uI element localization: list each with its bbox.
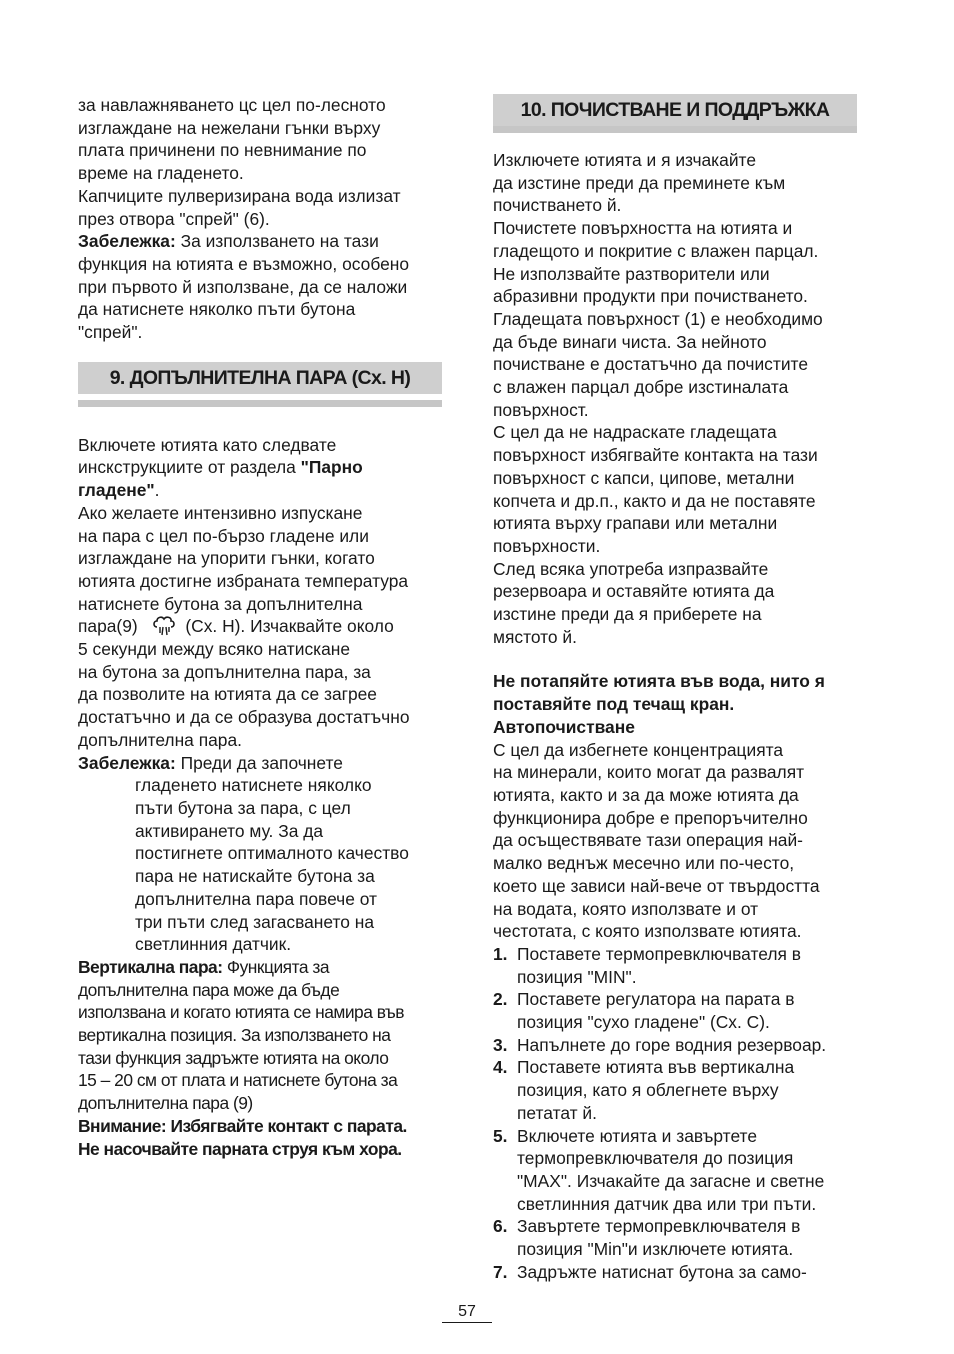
text-line: След всяка употреба изпразвайте [493, 558, 769, 579]
text-line: 15 – 20 см от плата и натиснете бутона за [78, 1070, 398, 1091]
text-line: "MAX". Изчакайте да загасне и светне [517, 1170, 825, 1191]
text-line: да позволите на ютията да се загрее [78, 684, 377, 705]
page-number-rule [442, 1322, 492, 1323]
text-line: повърхности. [493, 535, 601, 556]
text-line: допълнителна пара (9) [78, 1093, 253, 1114]
note-spray [78, 230, 450, 344]
text-line: позиция "Min"и изключете ютията. [517, 1239, 794, 1260]
text-line: на пара с цел по-бързо гладене или [78, 525, 369, 546]
text-line: на бутона за допълнителна пара, за [78, 661, 371, 682]
text-line: изглаждане на упорити гънки, когато [78, 548, 375, 569]
text-line: инскструкциите от раздела [78, 457, 301, 478]
note-steam [78, 752, 450, 956]
step-number: 2. [493, 989, 508, 1010]
water-warning [493, 670, 865, 738]
step-number: 1. [493, 943, 508, 964]
text-line: Капчиците пулверизирана вода излизат [78, 185, 401, 206]
text-line: гладещото и покритие с влажен парцал. [493, 240, 819, 261]
text-line: изглаждане на нежелани гънки върху [78, 117, 381, 138]
warning-block [78, 1115, 450, 1160]
page-number: 57 [458, 1303, 476, 1320]
text-line: тази функция задръжте ютията на около [78, 1047, 389, 1068]
text-line: Преди да започнете [175, 752, 343, 773]
step-number: 7. [493, 1261, 508, 1282]
text-line: повърхност. [493, 399, 589, 420]
note-label: Забележка: [78, 231, 176, 252]
vertical-label: Вертикална пара: [78, 956, 223, 977]
warning-line: Не насочвайте парната струя към хора. [78, 1138, 402, 1159]
section-9-heading: 9. ДОПЪЛНИТЕЛНА ПАРА (Сх. Н) [78, 362, 442, 394]
text-line: С цел да избегнете концентрацията [493, 739, 784, 760]
text-line: повърхност с капси, ципове, метални [493, 467, 795, 488]
vertical-steam [78, 956, 450, 1115]
text-line: С цел да не надраскате гладещата [493, 422, 777, 443]
text-line: Изключете ютията и я изчакайте [493, 150, 756, 170]
text-line: светлинния датчик два или три пъти. [517, 1193, 817, 1214]
warning-line: Внимание: Избягвайте контакт с парата. [78, 1115, 407, 1136]
text-line: да натиснете няколко пъти бутона [78, 299, 356, 320]
text-line: ютията достигне избраната температура [78, 570, 409, 591]
list-item [493, 988, 865, 1033]
text-line: повърхност избягвайте контакта на тази [493, 445, 818, 466]
text-line: Поставете термопревключвателя в [517, 943, 801, 964]
text-line: за навлажняването цс цел по-лесното [78, 95, 386, 115]
step-number: 5. [493, 1125, 508, 1146]
text-line: активирането му. За да [135, 820, 324, 841]
autoclean-title: Автопочистване [493, 716, 635, 737]
text-line: да бъде винаги чиста. За нейното [493, 331, 767, 352]
text-line: Завъртете термопревключвателя в [517, 1216, 801, 1237]
text-line: мястото й. [493, 626, 577, 647]
bold-ref: "Парно [300, 457, 363, 478]
text-line: резервоара и оставяйте ютията да [493, 581, 775, 602]
text-line: с влажен парцал добре изстиналата [493, 377, 789, 398]
text-line: Не използвайте разтворители или [493, 263, 770, 284]
text-line: постигнете оптималното качество [135, 843, 409, 864]
text-line: ютията върху грапави или метални [493, 513, 778, 534]
warning-line: Не потапяйте ютията във вода, нито я [493, 671, 825, 692]
right-column [493, 94, 865, 1283]
text-line: Почистете повърхността на ютията и [493, 218, 793, 239]
intro-paragraph [78, 94, 450, 230]
note-label: Забележка: [78, 752, 176, 773]
step-number: 6. [493, 1216, 508, 1237]
text-line: Напълнете до горе водния резервоар. [517, 1034, 827, 1055]
text-line: термопревключвателя до позиция [517, 1148, 794, 1169]
text-line: функционира добре е препоръчително [493, 807, 808, 828]
text-line: на водата, която използвате и от [493, 898, 759, 919]
text-line: Задръжте натиснат бутона за само- [517, 1261, 807, 1282]
text-line: да осъществявате тази операция най- [493, 830, 803, 851]
autoclean-paragraph [493, 739, 865, 943]
text-line: позиция "MIN". [517, 966, 637, 987]
text-line: Включете ютията като следвате [78, 434, 337, 455]
list-item [493, 1261, 865, 1284]
text-line: позиция, като я облегнете върху [517, 1080, 779, 1101]
text-line: Поставете ютията във вертикална [517, 1057, 795, 1078]
left-column [78, 94, 450, 1160]
text-line: копчета и др.п., както и да не поставяте [493, 490, 816, 511]
bold-ref: гладене" [78, 480, 155, 501]
text-line: малко веднъж месечно или по-често, [493, 853, 795, 874]
list-item [493, 1034, 865, 1057]
text-line: гладенето натиснете няколко [135, 775, 372, 796]
text-line: използвана и когато ютията се намира във [78, 1002, 405, 1023]
text-line: плата причинени по невнимание по [78, 140, 367, 161]
text-line: пъти бутона за пара, с цел [135, 797, 351, 818]
text-line: функция на ютията е възможно, особено [78, 253, 410, 274]
text-line: достатъчно и да се образува достатъчно [78, 707, 410, 728]
text-line: време на гладенето. [78, 163, 244, 184]
text-line: вертикална позиция. За използването на [78, 1025, 391, 1046]
text-line: на минерали, които могат да развалят [493, 762, 805, 783]
step-number: 3. [493, 1034, 508, 1055]
text-line: 5 секунди между всяко натискане [78, 639, 351, 660]
text-line: ютията, както и за да може ютията да [493, 784, 799, 805]
text-line: Функцията за [222, 956, 330, 977]
text-line: Поставете регулатора на парата в [517, 989, 795, 1010]
text-line: "спрей". [78, 322, 143, 343]
section-divider [493, 126, 857, 133]
text-line: Включете ютията и завъртете [517, 1125, 757, 1146]
text-line: през отвора "спрей" (6). [78, 208, 270, 229]
list-item [493, 1215, 865, 1260]
section-divider [78, 400, 442, 407]
text-line: почистването й. [493, 195, 622, 216]
text-line: допълнителна пара може да бъде [78, 979, 340, 1000]
text-line: да изстине преди да преминете към [493, 172, 786, 193]
text-line: допълнителна пара. [78, 729, 242, 750]
autoclean-steps [493, 943, 865, 1284]
section-9-body [78, 502, 450, 752]
steam-burst-icon [151, 615, 177, 637]
text-line: честотата, с която използвате ютията. [493, 921, 802, 942]
text-line: За използването на тази [175, 231, 379, 252]
text-line: (Сх. Н). Изчаквайте около [185, 616, 394, 637]
text-line: което ще зависи най-вече от твърдостта [493, 875, 820, 896]
list-item [493, 943, 865, 988]
text-line: пара(9) [78, 616, 138, 637]
text-line: позиция "сухо гладене" (Сх. С). [517, 1012, 770, 1033]
cleaning-paragraph [493, 149, 865, 648]
text-line: натиснете бутона за допълнителна [78, 593, 363, 614]
section-9-intro [78, 434, 450, 502]
text-line: петатат й. [517, 1102, 597, 1123]
text-line: абразивни продукти при почистването. [493, 286, 808, 307]
text-line: три пъти след загасването на [135, 911, 375, 932]
section-10-heading: 10. ПОЧИСТВАНЕ И ПОДДРЪЖКА [493, 94, 857, 126]
text-line: . [154, 480, 160, 501]
text-line: пара не натискайте бутона за [135, 866, 375, 887]
text-line: Гладещата повърхност (1) е необходимо [493, 308, 823, 329]
text-line: почистване е достатъчно да почистите [493, 354, 808, 375]
list-item [493, 1125, 865, 1216]
warning-line: поставяйте под течащ кран. [493, 694, 735, 715]
text-line: при първото й използване, да се наложи [78, 276, 408, 297]
text-line: Ако желаете интензивно изпускане [78, 502, 363, 523]
text-line: изстине преди да я приберете на [493, 604, 762, 625]
text-line: допълнителна пара повече от [135, 888, 377, 909]
list-item [493, 1056, 865, 1124]
text-line: светлинния датчик. [135, 934, 292, 955]
step-number: 4. [493, 1057, 508, 1078]
